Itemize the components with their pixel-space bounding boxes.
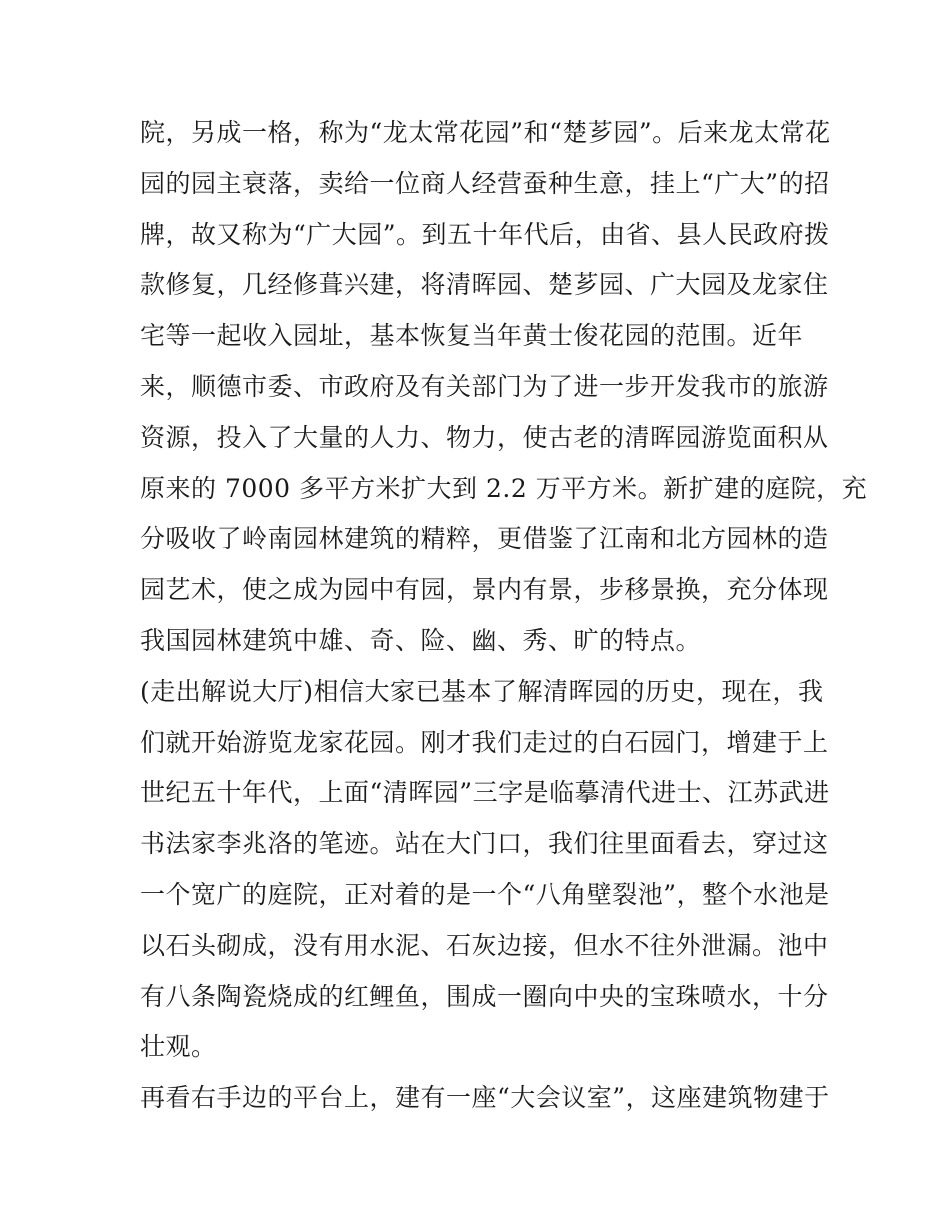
text-line: 园艺术，使之成为园中有园，景内有景，步移景换，充分体现 [140,575,829,605]
text-line: 我国园林建筑中雄、奇、险、幽、秀、旷的特点。 [140,625,702,655]
text-line: 款修复，几经修葺兴建，将清晖园、楚芗园、广大园及龙家住 [140,270,829,300]
text-line: 一个宽广的庭院，正对着的是一个“八角壁裂池”，整个水池是 [140,879,830,909]
text-line: 园的园主衰落，卖给一位商人经营蚕种生意，挂上“广大”的招 [140,168,830,198]
paragraph-3 [140,1073,830,1124]
text-line: 分吸收了岭南园林建筑的精粹，更借鉴了江南和北方园林的造 [140,524,829,554]
paragraph-2 [140,667,830,1073]
text-line: 以石头砌成，没有用水泥、石灰边接，但水不往外泄漏。池中 [140,930,829,960]
text-line: 壮观。 [140,1032,217,1062]
document-body [140,108,868,1124]
text-line: 世纪五十年代，上面“清晖园”三字是临摹清代进士、江苏武进 [140,778,830,808]
text-line: 牌，故又称为“广大园”。到五十年代后，由省、县人民政府拨 [140,219,830,249]
text-line: 们就开始游览龙家花园。刚才我们走过的白石园门，增建于上 [140,727,829,757]
text-line: 原来的 7000 多平方米扩大到 2.2 万平方米。新扩建的庭院，充 [140,473,868,503]
text-line: 有八条陶瓷烧成的红鲤鱼，围成一圈向中央的宝珠喷水，十分 [140,981,829,1011]
text-line: 再看右手边的平台上，建有一座“大会议室”，这座建筑物建于 [140,1083,830,1113]
paragraph-1 [140,108,868,667]
text-line: (走出解说大厅)相信大家已基本了解清晖园的历史，现在，我 [140,676,824,706]
text-line: 院，另成一格，称为“龙太常花园”和“楚芗园”。后来龙太常花 [140,118,831,147]
text-line: 资源，投入了大量的人力、物力，使古老的清晖园游览面积从 [140,422,829,452]
text-line: 宅等一起收入园址，基本恢复当年黄士俊花园的范围。近年 [140,321,804,351]
text-line: 书法家李兆洛的笔迹。站在大门口，我们往里面看去，穿过这 [140,829,829,859]
text-line: 来，顺德市委、市政府及有关部门为了进一步开发我市的旅游 [140,371,829,401]
